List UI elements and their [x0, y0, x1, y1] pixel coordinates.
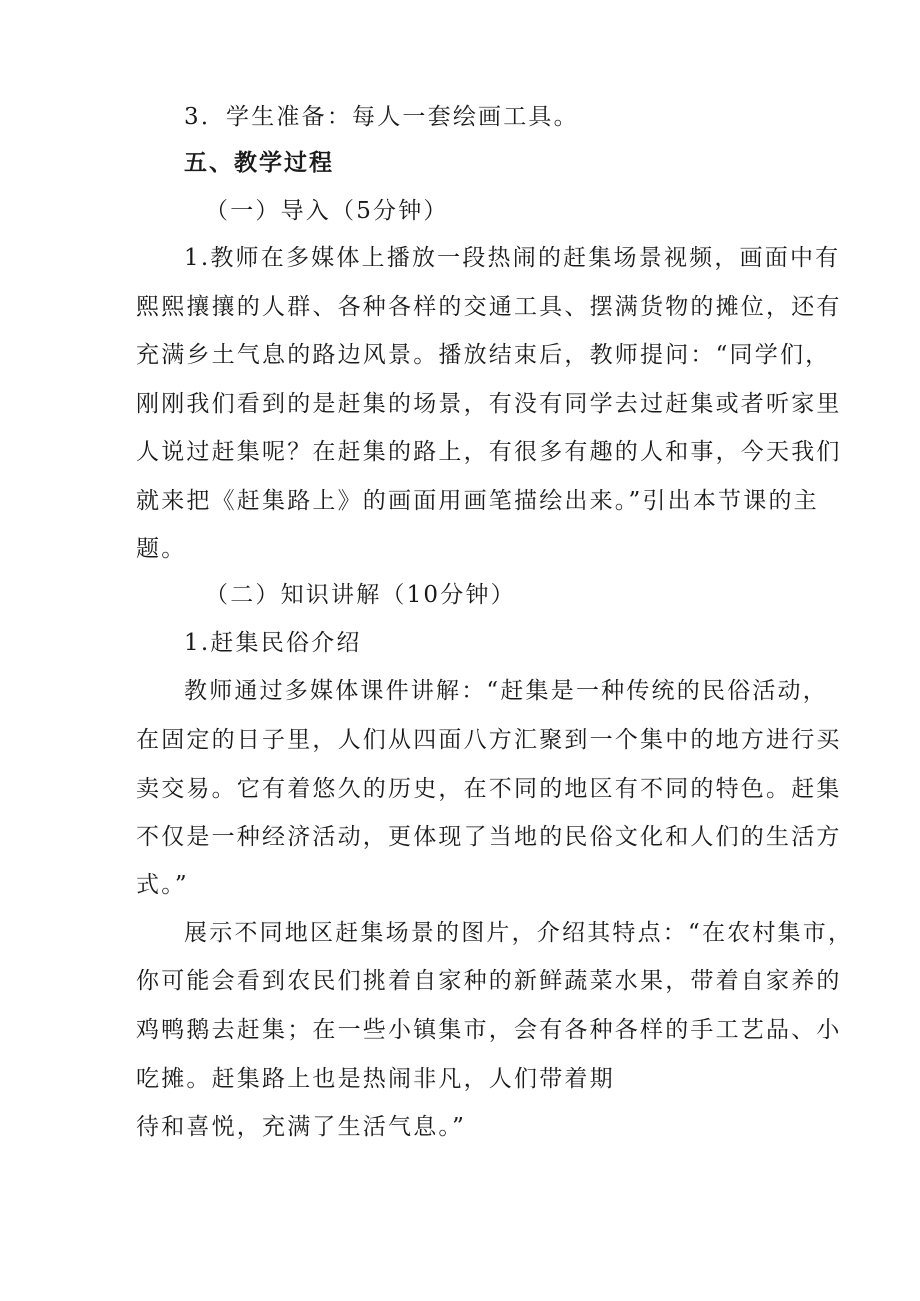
paragraph-line: 待和喜悦，充满了生活气息。” — [136, 1114, 467, 1140]
paragraph-line: 人说过赶集呢？在赶集的路上，有很多有趣的人和事，今天我们 — [136, 439, 842, 465]
paragraph-line: 吃摊。赶集路上也是热闹非凡，人们带着期 — [136, 1066, 615, 1092]
paragraph-line: 就来把《赶集路上》的画面用画笔描绘出来。”引出本节课的主 — [136, 488, 819, 514]
paragraph-line: 式。” — [136, 872, 189, 898]
paragraph-line: 题。 — [136, 536, 187, 562]
paragraph-line: 卖交易。它有着悠久的历史，在不同的地区有不同的特色。赶集 — [136, 776, 842, 802]
subsection-1-heading: （一）导入（5分钟） — [205, 198, 449, 224]
paragraph-line: 鸡鸭鹅去赶集；在一些小镇集市，会有各种各样的手工艺品、小 — [136, 1017, 842, 1043]
paragraph-line: 刚刚我们看到的是赶集的场景，有没有同学去过赶集或者听家里 — [136, 391, 842, 417]
subsection-2-heading: （二）知识讲解（10分钟） — [205, 582, 516, 608]
paragraph-line: 展示不同地区赶集场景的图片，介绍其特点：“在农村集市， — [184, 920, 854, 946]
item-1-title: 1.赶集民俗介绍 — [184, 630, 362, 656]
paragraph-line: 1.教师在多媒体上播放一段热闹的赶集场景视频，画面中有 — [184, 245, 841, 271]
paragraph-line: 在固定的日子里，人们从四面八方汇聚到一个集中的地方进行买 — [136, 727, 842, 753]
paragraph-line: 教师通过多媒体课件讲解：“赶集是一种传统的民俗活动， — [184, 678, 828, 704]
paragraph-line: 不仅是一种经济活动，更体现了当地的民俗文化和人们的生活方 — [136, 824, 842, 850]
paragraph-line: 熙熙攘攘的人群、各种各样的交通工具、摆满货物的摊位，还有 — [136, 294, 842, 320]
paragraph-line: 你可能会看到农民们挑着自家种的新鲜蔬菜水果，带着自家养的 — [136, 968, 842, 994]
section-5-heading: 五、教学过程 — [184, 150, 334, 176]
prep-item-3: 3．学生准备：每人一套绘画工具。 — [184, 104, 579, 130]
paragraph-line: 充满乡土气息的路边风景。播放结束后，教师提问：“同学们， — [136, 342, 831, 368]
